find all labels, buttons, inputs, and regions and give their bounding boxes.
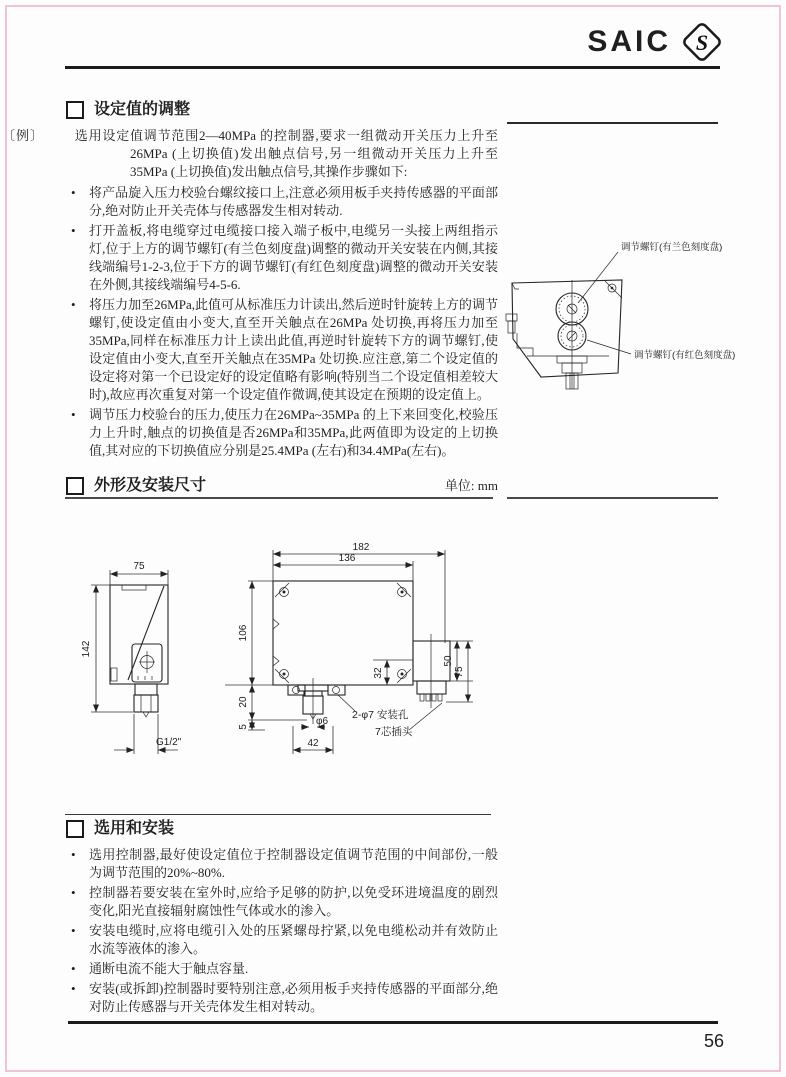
list-item <box>66 960 498 978</box>
bullet-icon: • <box>71 223 76 238</box>
plug-label: 7芯插头 <box>375 726 413 738</box>
leader-line <box>578 252 618 303</box>
logo-s-glyph: S <box>695 30 709 56</box>
dim-42: 42 <box>307 738 319 749</box>
bullet-icon: • <box>71 185 76 200</box>
bullet-icon: • <box>71 923 76 938</box>
side-fitting <box>508 321 515 333</box>
bullet-icon: • <box>71 407 76 422</box>
dim-75: 75 <box>133 561 145 572</box>
example-paragraph: 〔例〕 选用设定值调节范围2—40MPa 的控制器,要求一组微动开关压力上升至26MPa (上切换值)发出触点信号,另一组微动开关压力上升至35MPa (上切换值)发出触点信号,其操作步骤如下: <box>2 128 498 179</box>
leader-line <box>587 340 631 354</box>
dim-phi6: φ6 <box>316 716 329 727</box>
bullet-text: 安装(或拆卸)控制器时要特别注意,必须用板手夹持传感器的平面部分,绝对防止传感器与开关壳体发生相对转动。 <box>89 981 498 1014</box>
dim-75: 75 <box>454 666 465 678</box>
bullet-text: 将产品旋入压力校验台螺纹接口上,注意必须用板手夹持传感器的平面部分,绝对防止开关壳体与传感器发生相对转动. <box>89 185 498 218</box>
side-fitting <box>506 314 517 321</box>
label-red-screw: 调节螺钉(有红色刻度盘) <box>634 350 736 361</box>
list-item <box>66 922 498 958</box>
mount-hole-label: 2-φ7 安装孔 <box>352 709 409 721</box>
section-title: 选用和安装 <box>94 820 175 837</box>
section-dimensions-header <box>66 476 498 496</box>
dim-thread: G1/2" <box>156 737 182 748</box>
housing-outline <box>512 280 622 377</box>
dim-50: 50 <box>443 655 454 667</box>
list-item <box>66 184 498 220</box>
section-rule <box>65 814 491 815</box>
dim-20: 20 <box>238 696 249 708</box>
dimension-drawing <box>65 528 520 800</box>
section-install <box>66 819 498 1018</box>
checkbox-icon <box>66 477 84 495</box>
list-item <box>66 296 498 404</box>
page-number: 56 <box>703 1031 724 1051</box>
checkbox-icon <box>66 101 84 119</box>
bullet-text: 选用控制器,最好使设定值位于控制器设定值调节范围的中间部份,一般为调节范围的20%~80%. <box>89 847 498 880</box>
section-setting-header <box>66 100 498 120</box>
bullet-icon: • <box>71 981 76 996</box>
bullet-icon: • <box>71 847 76 862</box>
list-item <box>66 846 498 882</box>
bullet-icon: • <box>71 961 76 976</box>
corner-screw-dot <box>611 287 614 290</box>
housing-lip <box>512 283 519 289</box>
bullet-text: 调节压力校验台的压力,使压力在26MPa~35MPa 的上下来回变化,校验压力上升时,触点的切换值是否26MPa和35MPa,此两值即为设定的上切换值,其对应的下切换值应分别是25.4MPa (左右)和34.4MPa(左右)。 <box>89 407 498 458</box>
bullet-icon: • <box>71 297 76 312</box>
dim-106: 106 <box>238 624 249 642</box>
list-item <box>66 884 498 920</box>
list-item <box>66 406 498 460</box>
corner-cut <box>604 280 622 298</box>
bullet-icon: • <box>71 885 76 900</box>
side-view <box>81 561 182 754</box>
unit-label: 单位: mm <box>444 478 498 493</box>
bullet-text: 控制器若要安装在室外时,应给予足够的防护,以免受环进境温度的剧烈变化,阳光直接辐射腐蚀性气体或水的渗入。 <box>89 885 498 918</box>
adjust-screws-diagram <box>505 236 761 432</box>
checkbox-icon <box>66 820 84 838</box>
front-view <box>225 542 473 754</box>
section-title: 外形及安装尺寸 <box>94 477 207 494</box>
bullet-text: 打开盖板,将电缆穿过电缆接口接入端子板中,电缆另一头接上两组指示灯,位于上方的调节螺钉(有兰色刻度盘)调整的微动开关安装在内侧,其接线端编号1-2-3,位于下方的调节螺钉(有红色刻度盘)调整的微动开关安装在外侧,其接线端编号4-5-6. <box>89 223 498 292</box>
footer-rule <box>68 1021 718 1024</box>
header-rule <box>65 66 720 69</box>
section-rule <box>65 497 493 499</box>
section-title: 设定值的调整 <box>94 101 191 118</box>
right-column-rule <box>507 122 718 124</box>
label-blue-screw: 调节螺钉(有兰色刻度盘) <box>621 242 723 253</box>
section-install-header <box>66 819 498 839</box>
dim-5: 5 <box>238 724 249 730</box>
example-text: 选用设定值调节范围2—40MPa 的控制器,要求一组微动开关压力上升至26MPa (上切换值)发出触点信号,另一组微动开关压力上升至35MPa (上切换值)发出触点信号,其操作步骤如下: <box>74 128 498 179</box>
bullet-text: 将压力加至26MPa,此值可从标准压力计读出,然后逆时针旋转上方的调节螺钉,使设定值由小变大,直至开关触点在26MPa 处切换,再将压力加至35MPa,同样在标准压力计上读出此值,再逆时针旋转下方的调节螺钉,使设定值由小变大,直至开关触点在35MPa 处切换.应注意,第二个设定值的设定将对第一个已设定好的设定值略有影响(特别当二个设定值相差较大时),故应再次重复对第一个设定值作微调,使其设定在预期的设定值上。 <box>89 297 498 402</box>
bracket-line <box>517 333 533 356</box>
section-setting <box>2 100 498 462</box>
bullet-text: 安装电缆时,应将电缆引入处的压紧螺母拧紧,以免电缆松动并有效防止水流等液体的渗入。 <box>89 923 498 956</box>
list-item <box>66 222 498 294</box>
dim-182: 182 <box>352 542 370 553</box>
dim-142: 142 <box>81 640 92 658</box>
section-rule <box>507 497 718 499</box>
dim-32: 32 <box>373 667 384 679</box>
brand <box>587 20 724 64</box>
list-item <box>66 980 498 1016</box>
brand-text: SAIC <box>587 25 671 58</box>
dim-136: 136 <box>338 553 356 564</box>
bullet-text: 通断电流不能大于触点容量. <box>89 961 249 976</box>
brand-logo-icon <box>680 20 724 64</box>
